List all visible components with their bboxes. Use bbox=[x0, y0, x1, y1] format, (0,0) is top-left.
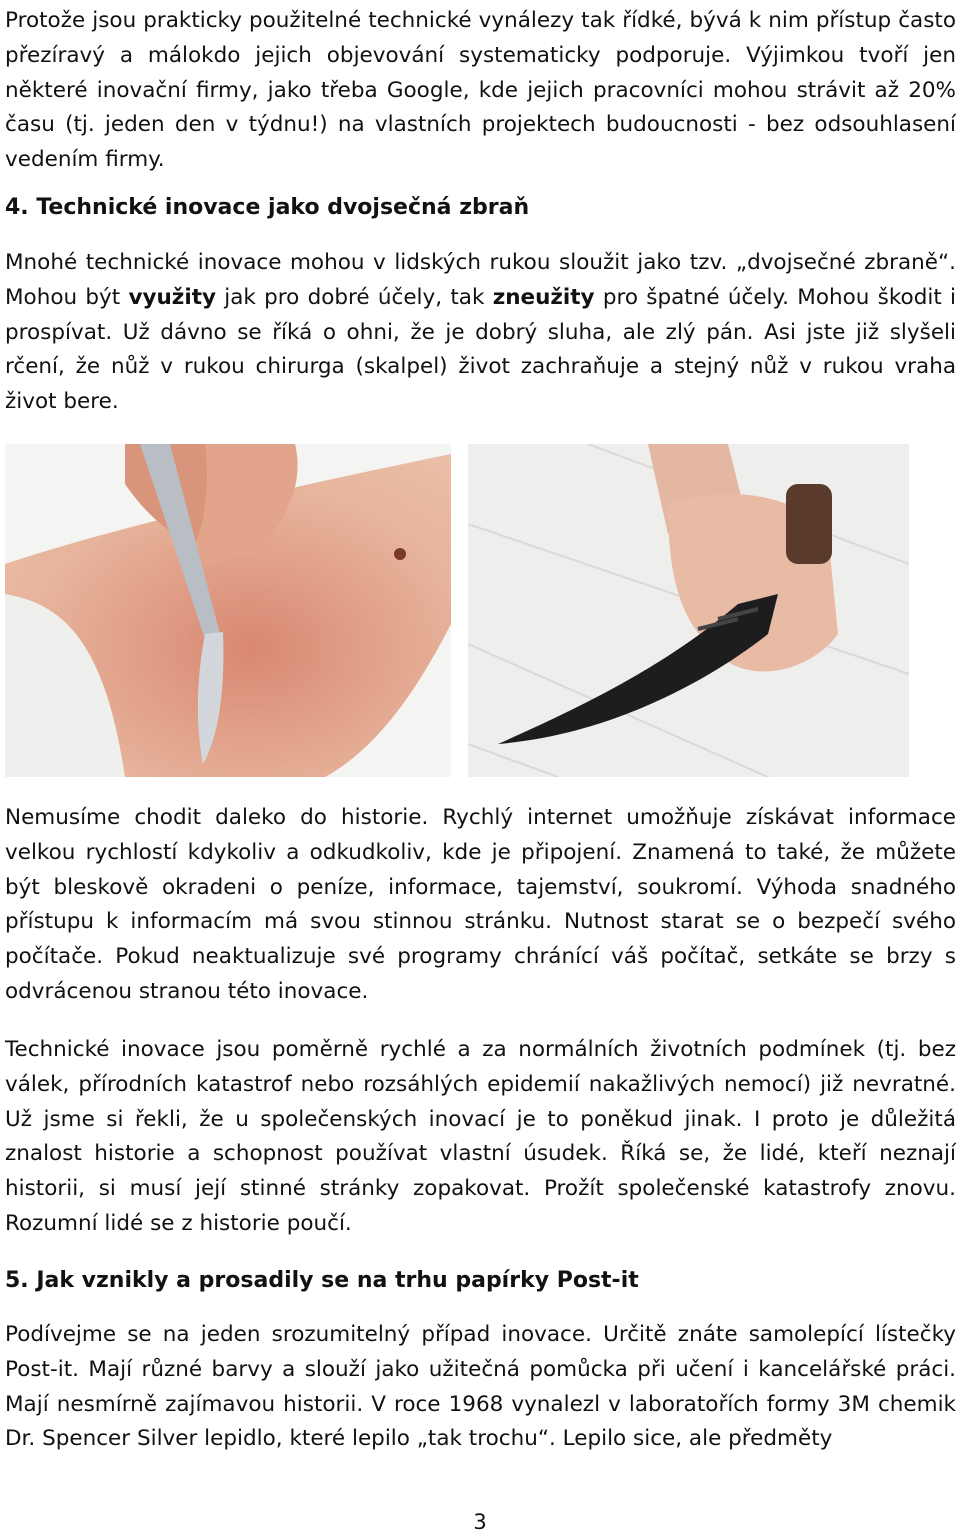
knife-photo bbox=[468, 444, 909, 777]
section-4-paragraph-2 bbox=[5, 801, 956, 1010]
text-run: Mnohé technické inovace mohou v lidských rukou sloužit jako tzv. „dvojsečné zbraně“. Mohou být bbox=[5, 250, 956, 310]
paragraph-text: Podívejme se na jeden srozumitelný případ inovace. Určitě znáte samolepící lístečky Post-it. Mají různé barvy a slouží jako užitečná pomůcka při učení i kancelářské práci. Mají nesmírně zajímavou historii. V roce 1968 vynalezl v laboratořích formy 3M chemik Dr. Spencer Silver lepidlo, které lepilo „tak trochu“. Lepilo sice, ale předměty bbox=[5, 1322, 956, 1452]
text-run: jak pro dobré účely, tak bbox=[215, 284, 493, 310]
section-4-paragraph-1 bbox=[5, 246, 956, 420]
scalpel-photo bbox=[5, 444, 451, 777]
knife-illustration bbox=[468, 444, 909, 777]
intro-block bbox=[5, 4, 956, 178]
bold-word-misused: zneužity bbox=[492, 284, 595, 310]
bold-word-used: využity bbox=[128, 284, 216, 310]
section-4-heading: 4. Technické inovace jako dvojsečná zbraň bbox=[5, 195, 530, 220]
text-run: pro špatné účely. Mohou škodit i prospívat. Už dávno se říká o ohni, že je dobrý sluha, ale zlý pán. Asi jste již slyšeli rčení, že nůž v rukou chirurga (skalpel) život zachraňuje a stejný nůž v rukou vraha život bere. bbox=[5, 284, 956, 415]
section-5-paragraph-1 bbox=[5, 1318, 956, 1457]
section-5-heading: 5. Jak vznikly a prosadily se na trhu papírky Post-it bbox=[5, 1268, 639, 1293]
intro-paragraph: Protože jsou prakticky použitelné technické vynálezy tak řídké, bývá k nim přístup často přezíravý a málokdo jejich objevování systematicky podporuje. Výjimkou tvoří jen některé inovační firmy, jako třeba Google, kde jejich pracovníci mohou strávit až 20% času (tj. jeden den v týdnu!) na vlastních projektech budoucnosti - bez odsouhlasení vedením firmy. bbox=[5, 8, 956, 173]
paragraph-text: Nemusíme chodit daleko do historie. Rychlý internet umožňuje získávat informace velkou rychlostí kdykoliv a odkudkoliv, kde je připojení. Znamená to také, že můžete být bleskově okradeni o peníze, informace, tajemství, soukromí. Výhoda snadného přístupu k informacím má svou stinnou stránku. Nutnost starat se o bezpečí svého počítače. Pokud neaktualizuje své programy chránící váš počítač, setkáte se brzy s odvrácenou stranou této inovace. bbox=[5, 805, 956, 1004]
paragraph-text: Technické inovace jsou poměrně rychlé a za normálních životních podmínek (tj. bez válek, přírodních katastrof nebo rozsáhlých epidemií nakažlivých nemocí) již nevratné. Už jsme si řekli, že u společenských inovací je to poněkud jinak. I proto je důležitá znalost historie a schopnost používat vlastní úsudek. Říká se, že lidé, kteří neznají historii, si musí její stinné stránky zopakovat. Prožít společenské katastrofy znovu. Rozumní lidé se z historie poučí. bbox=[5, 1037, 956, 1236]
page-number: 3 bbox=[473, 1510, 487, 1534]
section-4-paragraph-3 bbox=[5, 1033, 956, 1242]
scalpel-illustration bbox=[5, 444, 451, 777]
